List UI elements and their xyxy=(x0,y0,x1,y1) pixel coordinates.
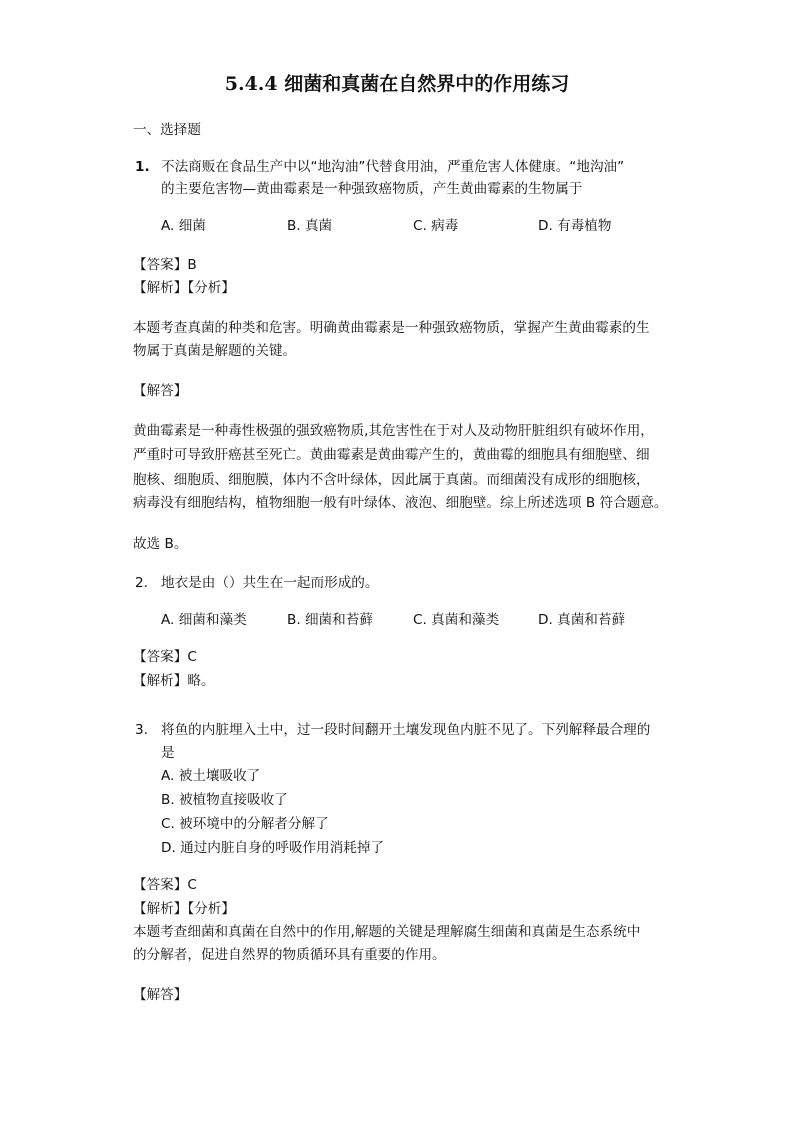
option-c: C. 病毒 xyxy=(413,218,459,234)
question-text-line: 将鱼的内脏埋入土中，过一段时间翻开土壤发现鱼内脏不见了。下列解释最合理的 xyxy=(161,722,651,738)
solution-heading: 【解答】 xyxy=(133,987,188,1003)
question-text-line: 是 xyxy=(161,745,175,761)
option-b: B. 真菌 xyxy=(287,218,333,234)
analysis-line: 本题考查真菌的种类和危害。明确黄曲霉素是一种强致癌物质，掌握产生黄曲霉素的生 xyxy=(133,320,650,336)
solution-line: 病毒没有细胞结构，植物细胞一般有叶绿体、液泡、细胞壁。综上所述选项 B 符合题意。 xyxy=(133,495,668,511)
option-a: A. 细菌和藻类 xyxy=(161,612,247,628)
question-text: 地衣是由（）共生在一起而形成的。 xyxy=(161,575,379,591)
option-a: A. 细菌 xyxy=(161,218,206,234)
solution-line: 黄曲霉素是一种毒性极强的强致癌物质,其危害性在于对人及动物肝脏组织有破坏作用， xyxy=(133,423,654,439)
analysis-line: 本题考查细菌和真菌在自然中的作用,解题的关键是理解腐生细菌和真菌是生态系统中 xyxy=(133,924,641,940)
option-b: B. 细菌和苔藓 xyxy=(287,612,373,628)
page-title: 5.4.4 细菌和真菌在自然界中的作用练习 xyxy=(224,73,570,95)
question-text-line: 不法商贩在食品生产中以“地沟油”代替食用油，严重危害人体健康。“地沟油” xyxy=(161,159,625,175)
question-number: 2. xyxy=(135,575,148,591)
analysis-heading: 【解析】【分析】 xyxy=(133,901,235,917)
section-heading: 一、选择题 xyxy=(133,122,201,138)
analysis-heading: 【解析】【分析】 xyxy=(133,280,235,296)
solution-heading: 【解答】 xyxy=(133,383,188,399)
analysis-line: 物属于真菌是解题的关键。 xyxy=(133,343,297,359)
option-c: C. 被环境中的分解者分解了 xyxy=(161,816,329,832)
solution-line: 胞核、细胞质、细胞膜，体内不含叶绿体，因此属于真菌。而细菌没有成形的细胞核， xyxy=(133,472,650,488)
answer: 【答案】B xyxy=(133,257,197,273)
option-d: D. 有毒植物 xyxy=(538,218,612,234)
option-d: D. 真菌和苔藓 xyxy=(538,612,626,628)
question-text-line: 的主要危害物—黄曲霉素是一种强致癌物质，产生黄曲霉素的生物属于 xyxy=(161,181,583,197)
question-number: 1. xyxy=(135,159,150,175)
analysis: 【解析】略。 xyxy=(133,673,215,689)
answer: 【答案】C xyxy=(133,877,197,893)
option-a: A. 被土壤吸收了 xyxy=(161,768,261,784)
option-b: B. 被植物直接吸收了 xyxy=(161,792,288,808)
conclusion: 故选 B。 xyxy=(133,536,188,552)
option-d: D. 通过内脏自身的呼吸作用消耗掉了 xyxy=(161,840,385,856)
answer: 【答案】C xyxy=(133,649,197,665)
question-number: 3. xyxy=(135,722,148,738)
analysis-line: 的分解者，促进自然界的物质循环具有重要的作用。 xyxy=(133,947,446,963)
solution-line: 严重时可导致肝癌甚至死亡。黄曲霉素是黄曲霉产生的，黄曲霉的细胞具有细胞壁、细 xyxy=(133,447,650,463)
option-c: C. 真菌和藻类 xyxy=(413,612,500,628)
